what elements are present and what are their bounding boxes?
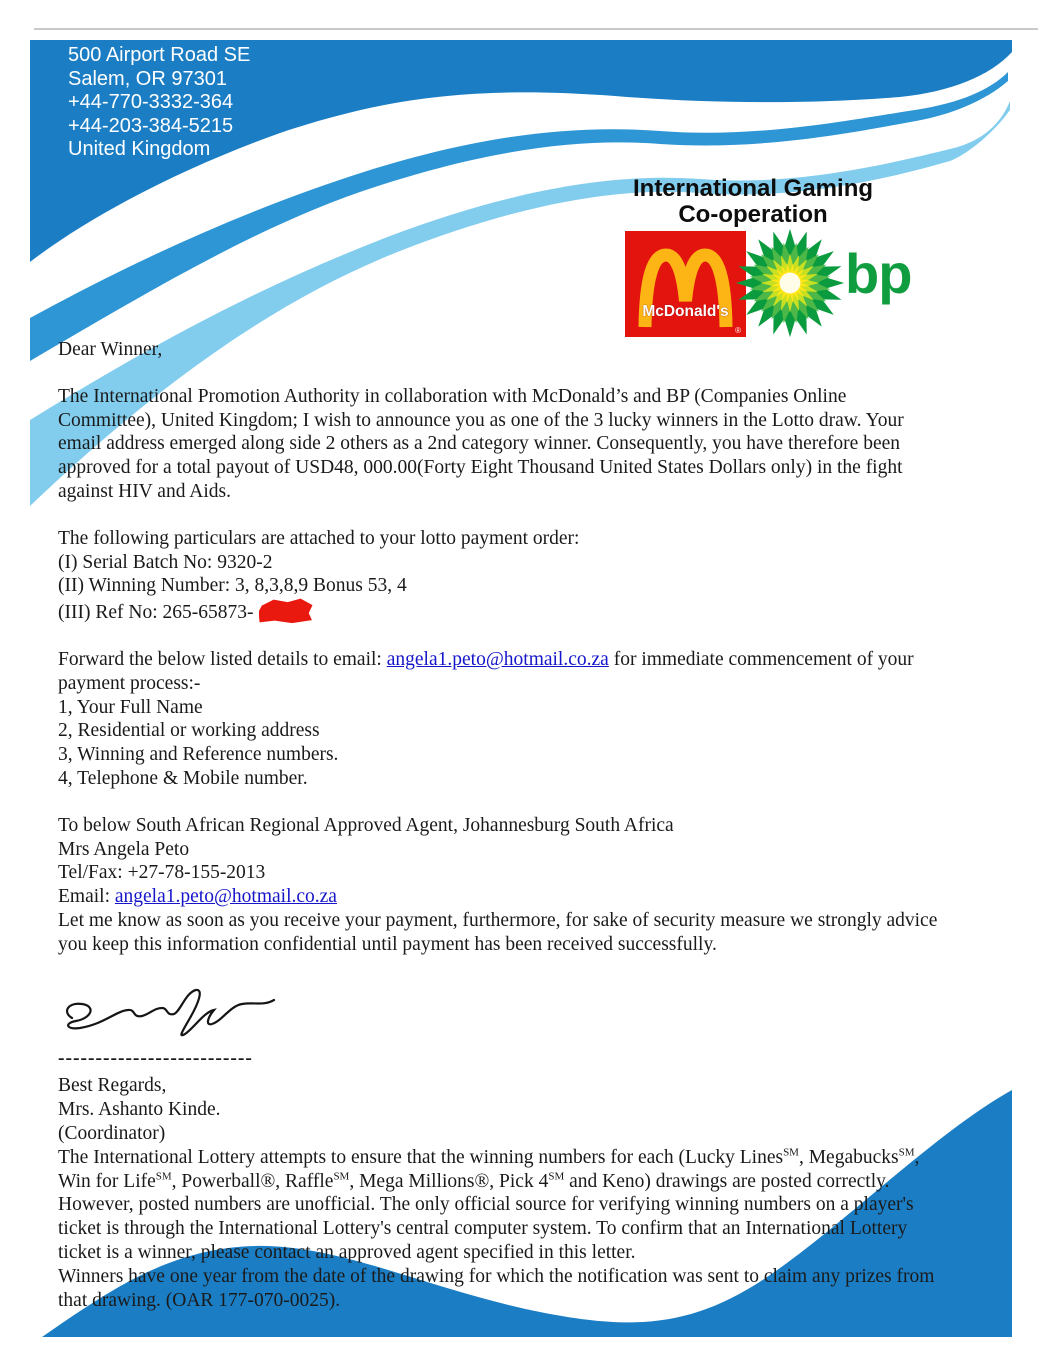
detail-item: 2, Residential or working address — [58, 720, 320, 742]
redaction-mark — [259, 598, 313, 623]
lottery-claim-paragraph: Winners have one year from the date of the drawing for which the notification was sent to claim any prizes from that drawing. (OAR 177-070-0025). — [58, 1265, 935, 1311]
bp-helios-icon — [733, 226, 847, 340]
org-title — [583, 176, 923, 228]
email-link[interactable]: angela1.peto@hotmail.co.za — [114, 886, 337, 908]
agent-telfax-line: Tel/Fax: +27-78-155-2013 — [58, 862, 266, 884]
text-run: , Powerball®, Raffle — [171, 1170, 334, 1192]
closing-regards: Best Regards, — [58, 1075, 167, 1097]
superscript-sm: SM — [333, 1170, 350, 1183]
org-title-line2: Co-operation — [678, 201, 828, 228]
mcdonalds-logo — [625, 231, 746, 337]
text-run: Email: — [58, 886, 115, 908]
address-line: +44-770-3332-364 — [68, 91, 234, 113]
intro-paragraph: The International Promotion Authority in collaboration with McDonald’s and BP (Companies Online Committee), United Kingdom; I wish to announce you as one of the 3 lucky winners in the Lotto draw. Your email address emerged along side 2 others as a 2nd category winner. Consequently, you have therefore been approved for a total payout of USD48, 000.00(Forty Eight Thousand United States Dollars only) in the fight against HIV and Aids. — [58, 385, 904, 502]
agent-intro-line: To below South African Regional Approved Agent, Johannesburg South Africa — [58, 814, 674, 836]
text-run: , Win for Life — [58, 1146, 920, 1192]
text-run: The International Lottery attempts to ensure that the winning numbers for each (Lucky Lines — [58, 1146, 784, 1168]
superscript-sm: SM — [783, 1146, 799, 1159]
superscript-sm: SM — [155, 1170, 172, 1183]
signature-separator: -------------------------- — [58, 1048, 253, 1070]
address-line: United Kingdom — [68, 138, 211, 160]
text-run: , Mega Millions®, Pick 4 — [349, 1170, 549, 1192]
detail-item: 3, Winning and Reference numbers. — [58, 744, 339, 766]
address-line: +44-203-384-5215 — [68, 114, 234, 137]
forward-paragraph — [58, 648, 942, 696]
ref-number-line — [58, 598, 942, 625]
text-run: , Megabucks — [798, 1146, 899, 1168]
registered-mark: ® — [735, 326, 741, 335]
text-run: and Keno) drawings are posted correctly. However, posted numbers are unofficial. The only official source for verifying winning numbers on a player's ticket is through the International Lottery's central computer system. To confirm that an International Lottery ticket is a winner, please contact an approved agent specified in this letter. — [58, 1170, 914, 1263]
closing-name: Mrs. Ashanto Kinde. — [58, 1099, 221, 1121]
mcdonalds-wordmark: McDonald's — [642, 303, 729, 320]
bp-wordmark: bp — [845, 242, 912, 305]
winning-number-line: (II) Winning Number: 3, 8,3,8,9 Bonus 53, 4 — [58, 575, 407, 597]
detail-item: 4, Telephone & Mobile number. — [58, 767, 308, 789]
salutation: Dear Winner, — [58, 339, 163, 360]
particulars-intro: The following particulars are attached to your lotto payment order: — [58, 527, 580, 549]
agent-name-line: Mrs Angela Peto — [58, 838, 190, 860]
agent-block — [58, 814, 942, 957]
ref-number-text: (III) Ref No: 265-65873- — [58, 602, 254, 624]
text-run: Forward the below listed details to email: — [58, 648, 387, 670]
address-line: Salem, OR 97301 — [68, 67, 227, 90]
forward-details-block — [58, 648, 942, 791]
agent-email-line — [58, 885, 942, 909]
particulars-block — [58, 527, 942, 625]
superscript-sm: SM — [548, 1170, 565, 1183]
signature-scribble — [58, 984, 288, 1042]
closing-role: (Coordinator) — [58, 1122, 166, 1144]
helios-center — [780, 273, 801, 294]
lottery-disclaimer-paragraph — [58, 1146, 942, 1265]
superscript-sm: SM — [898, 1146, 915, 1159]
golden-arches-icon — [625, 231, 746, 337]
org-title-line1: International Gaming — [632, 175, 874, 202]
detail-item: 1, Your Full Name — [58, 696, 203, 718]
address-line: 500 Airport Road SE — [68, 44, 251, 66]
serial-batch-line: (I) Serial Batch No: 9320-2 — [58, 551, 273, 573]
closing-block — [58, 1074, 942, 1145]
sender-address-block — [68, 44, 250, 162]
email-link[interactable]: angela1.peto@hotmail.co.za — [386, 648, 609, 670]
text-run: for immediate commencement of your payment process:- — [58, 648, 914, 694]
confidential-paragraph: Let me know as soon as you receive your payment, furthermore, for sake of security measure we strongly advice you keep this information confidential until payment has been received successfully. — [58, 909, 938, 955]
letter-body — [58, 338, 942, 1312]
